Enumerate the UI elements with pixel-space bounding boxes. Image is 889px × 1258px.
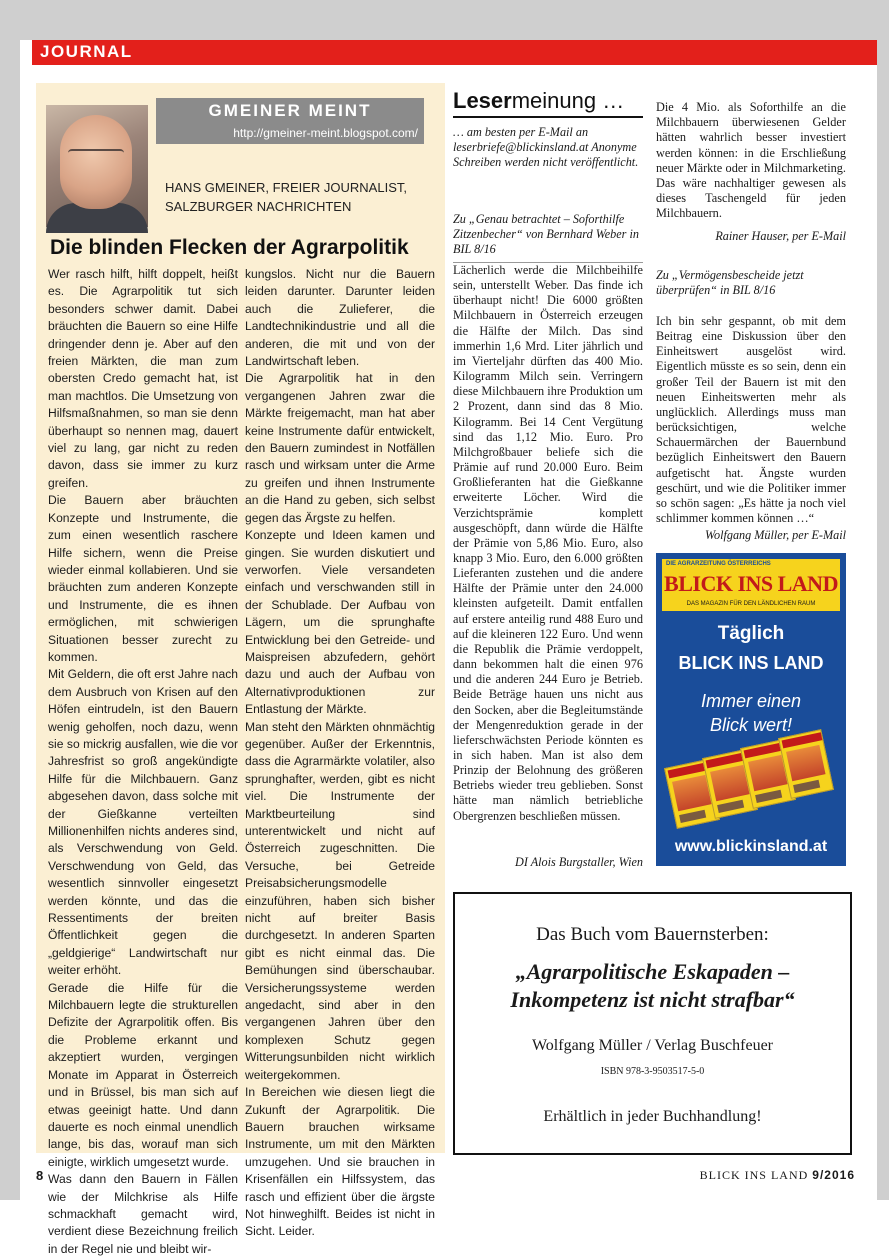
article-title: Die blinden Flecken der Agrarpolitik <box>50 236 409 259</box>
letter-signature: DI Alois Burgstaller, Wien <box>515 855 643 869</box>
ad-line-1: Täglich <box>717 623 785 644</box>
book-ad <box>453 892 852 1155</box>
book-title-line-1: „Agrarpolitische Eskapaden – <box>515 959 790 984</box>
article-column-2 <box>245 266 435 1241</box>
ad-url[interactable]: www.blickinsland.at <box>674 838 828 855</box>
author-byline <box>165 178 435 216</box>
paragraph: Die Bauern aber bräuchten Konzepte und Instrumente, die zum einen wesentlich raschere Hilfe sichern, wenn die Preise wieder einmal kollabieren. Und sie bräuchten zum anderen Konzepte und Instrumente, die es ihnen ermöglichen, mit schwierigen Situationen besser zurecht zu kommen. <box>48 493 238 664</box>
letter-body: Die 4 Mio. als Soforthilfe an die Milchbauern überwiesenen Gelder hätten wahrlich besser investiert werden können: in die Erschließung neuer Märkte oder in Milchmarketing. Das wäre nachhaltiger gewesen als dieses Taschengeld für jeden Milchbauern. <box>656 100 846 221</box>
ad-kicker: DIE AGRARZEITUNG ÖSTERREICHS <box>666 561 771 567</box>
book-author: Wolfgang Müller / Verlag Buschfeuer <box>531 1037 773 1054</box>
column-url[interactable]: http://gmeiner-meint.blogspot.com/ <box>156 124 424 144</box>
author-line-2: SALZBURGER NACHRICHTEN <box>165 199 352 214</box>
letters-heading-bold: Leser <box>453 88 512 113</box>
page-number: 8 <box>36 1168 44 1183</box>
book-title-line-2: Inkompetenz ist nicht strafbar“ <box>510 987 795 1012</box>
ad-logo: BLICK INS LAND <box>664 571 838 596</box>
ad-line-3: Immer einen <box>700 691 802 711</box>
section-header-bar <box>32 40 877 65</box>
paragraph: Mit Geldern, die oft erst Jahre nach dem Ausbruch von Krisen auf den Höfen eintrudeln, ist den Bauern wenig geholfen, noch dazu, wenn sie so mickrig ausfallen, wie die vor Jahresfrist so groß angekündigte Hilfe für die Milchbauern. Ganz abgesehen davon, dass solche mit der Gießkanne verteilten Millionenhilfen nichts anderes sind, als Verschwendung von Geld. Verschwendung von Geld, das wesentlich sinnvoller eingesetzt werden könnte, und das die Ressentiments der breiten Öffentlichkeit gegen die „geldgierige“ Landwirtschaft nur weiter erhöht. <box>48 667 238 978</box>
book-isbn: ISBN 978-3-9503517-5-0 <box>600 1066 705 1077</box>
letter-topic: Zu „Genau betrachtet – Soforthilfe Zitzenbecher“ von Bernhard Weber in BIL 8/16 <box>453 212 639 257</box>
ad-line-4: Blick wert! <box>709 715 792 735</box>
magazine-ad[interactable] <box>656 553 846 866</box>
paragraph: Man steht den Märkten ohnmächtig gegenüber. Außer der Erkenntnis, dass die Agrarmärkte volatiler, also sprunghafter, werden, gibt es nicht viel. Die Instrumente der Marktbeurteilung sind unterentwickelt und nicht auf Österreich zugeschnitten. Die Versuche, bei Getreide Preisabsicherungsmodelle einzuführen, haben sich bisher nicht auf breiter Basis durchgesetzt. In anderen Sparten gibt es nicht einmal das. Die Bemühungen sind überschaubar. Versicherungssysteme werden angedacht, sind aber in den vergangenen Jahren über den komplexen Schutz gegen Witterungsunbilden nicht wirklich weitergekommen. <box>245 719 435 1082</box>
ad-subtitle: DAS MAGAZIN FÜR DEN LÄNDLICHEN RAUM <box>686 601 816 607</box>
letters-heading <box>453 88 624 114</box>
paragraph: kungslos. Nicht nur die Bauern leiden darunter. Darunter leiden auch die Zulieferer, die Landtechnikindustrie und all die anderen, die mit und von der Landwirtschaft leben. <box>245 267 435 369</box>
letters-heading-rest: meinung … <box>511 88 625 113</box>
letter-signature: Wolfgang Müller, per E-Mail <box>704 528 846 542</box>
letter-body: Lächerlich werde die Milchbeihilfe sein, unterstellt Weber. Das finde ich überhaupt nicht! Die 6000 größten Milchbauern in Österreich erzeugen die Hälfte der Milch. Das sind immerhin 1,6 Mrd. Liter jährlich und im Vierteljahr dürften das 400 Mio. Kilogramm Milch sein. Verringern diese Milchbauern ihre Produktion um 2 Prozent, dann sind das 8 Mio. Kilogramm. Bei 14 Cent Vergütung sind das 1,12 Mio. Euro. Pro Milchgroßbauer beliefe sich die Prämie auf rund 20.000 Euro. Beim Großlieferanten hat die Gießkanne erweiterte Löcher. Wird die Verzichtsprämie komplett ausgeschöpft, dann würde die Hälfte der Prämie von 5,86 Mio. Euro, also knapp 3 Mio. Euro, den 6.000 größten Lieferanten zustehen und die andere Hälfte der Prämie unter den 24.000 kleinsten aufgeteilt. Damit entfallen auf erstere anteilig rund 488 Euro und auf die kleineren 122 Euro. Und wenn die Republik die Prämie verdoppelt, dann bekommen halt die einen 976 und die anderen 244 Euro je Betrieb. Beide Beträge hauen uns nicht aus den Socken, aber die Begleitumstände der Mengenreduktion gerade in der lieferschwächsten Periode könnten es in sich haben. Man ist also dem Prinzip der Belohnung des größeren Betriebs wieder treu geblieben. Sonst hätte man nämlich betriebliche Obergrenzen beschließen müssen. <box>453 263 643 823</box>
column-name: GMEINER MEINT <box>156 98 424 124</box>
book-intro: Das Buch vom Bauernsterben: <box>536 924 769 945</box>
paragraph: Gerade die Hilfe für die Milchbauern legte die strukturellen Defizite der Agrarpolitik offen. Bis die Probleme erkannt und akzeptiert wurden, vergingen Monate im Apparat in Österreich und in Brüssel, bis man sich auf etwas geeinigt hatte. Und dann dauerte es noch einmal unendlich lange, bis das, worauf man sich einigte, wirklich umgesetzt wurde. <box>48 980 238 1169</box>
letter-signature: Rainer Hauser, per E-Mail <box>715 229 846 243</box>
paragraph: Was dann den Bauern in Fällen wie der Milchkrise als Hilfe schmackhaft gemacht wird, verdient diese Bezeichnung freilich in der Regel nie und bleibt wir- <box>48 1172 238 1256</box>
book-availability: Erhältlich in jeder Buchhandlung! <box>543 1108 762 1125</box>
issue-number: 9/2016 <box>812 1168 855 1182</box>
letters-intro: … am besten per E-Mail an leserbriefe@blickinsland.at Anonyme Schreiben werden nicht veröffentlicht. <box>453 125 639 170</box>
paragraph: Wer rasch hilft, hilft doppelt, heißt es. Die Agrarpolitik tut sich besonders schwer damit. Dabei bräuchten die Bauern so eine Hilfe dringender denn je. Aber auf den freien Märkten, die man zum obersten Credo gemacht hat, ist man machtlos. Die Umsetzung von Hilfsmaßnahmen, so man sie denn überhaupt so nennen mag, dauert viel zu lang, gar nicht zu reden davon, dass sie immer zu kurz greifen. <box>48 267 238 490</box>
ad-logo-band <box>662 559 840 611</box>
author-line-1: HANS GMEINER, FREIER JOURNALIST, <box>165 180 407 195</box>
ad-line-2: BLICK INS LAND <box>678 653 824 673</box>
heading-rule <box>453 116 643 118</box>
author-photo <box>46 105 148 227</box>
paragraph: Die Agrarpolitik hat in den vergangenen Jahren zwar die Märkte freigemacht, man hat aber keine Instrumente dafür entwickelt, den Bauern zumindest in Notfällen rasch und wirksam unter die Arme zu greifen und ihnen Instrumente an die Hand zu geben, sich selbst gegen das Ärgste zu helfen. <box>245 371 435 525</box>
paragraph: In Bereichen wie diesen liegt die Zukunft der Agrarpolitik. Die Bauern brauchen wirksame Instrumente, um mit den Märkten umzugehen. Und sie brauchen in Krisenfällen ein Hilfssystem, das rasch und effizient über die ärgste Not hinweghilft. Beides ist nicht in Sicht. Leider. <box>245 1085 435 1239</box>
publication-name: BLICK INS LAND <box>699 1168 809 1182</box>
book-title <box>455 958 850 1014</box>
letter-topic: Zu „Vermögensbescheide jetzt überprüfen“ in BIL 8/16 <box>656 268 804 298</box>
article-column-1 <box>48 266 238 1258</box>
letter-body: Ich bin sehr gespannt, ob mit dem Beitrag eine Diskussion über den Einheitswert ausgelöst wird. Eigentlich müsste es so sein, denn ein großer Teil der Bauern ist mit den neuen Einheitswerten mehr als unglücklich. Allerdings muss man berücksichtigen, welche Schauermärchen der Bauernbund bezüglich Einheitswert den Bauern aufgetischt hat. Ängste wurden geschürt, und wie die Politiker immer so schön sagen: „Es hätte ja noch viel schlimmer kommen können …“ <box>656 314 846 526</box>
publication-footer <box>700 1168 855 1183</box>
paragraph: Konzepte und Ideen kamen und gingen. Sie wurden diskutiert und verworfen. Viele versandeten einfach und verschwanden still in der Schublade. Der Aufbau von Lägern, um die sprunghafte Entwicklung bei den Getreide- und Maispreisen abzufedern, gehört dazu und auch der Aufbau von Alternativproduktionen zur Entlastung der Märkte. <box>245 528 435 717</box>
section-label: JOURNAL <box>40 42 133 61</box>
